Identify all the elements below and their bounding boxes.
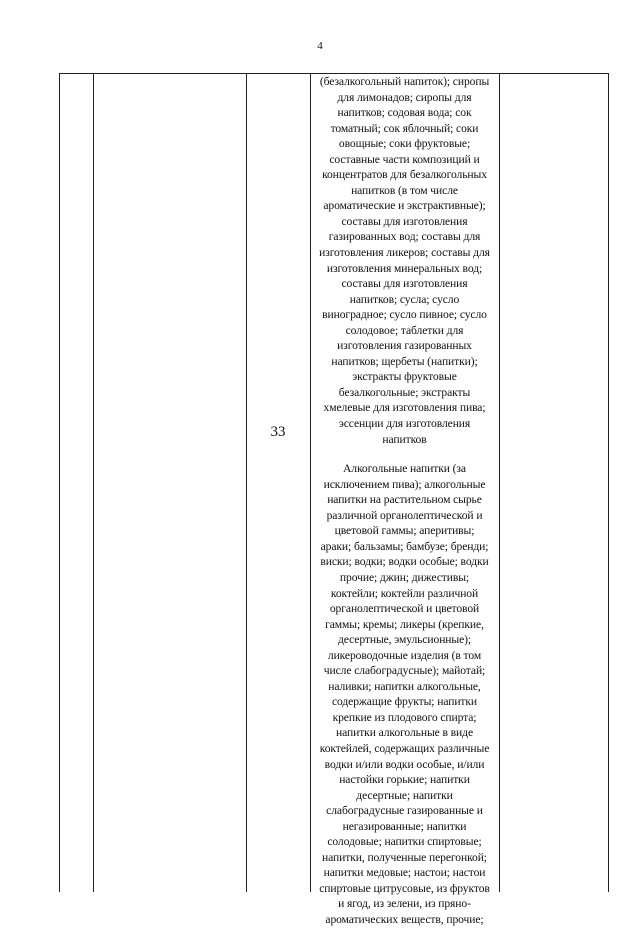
goods-text-line: прочие; джин; дижестивы;	[339, 570, 470, 584]
goods-text-line: виноградное; сусло пивное; сусло	[322, 308, 487, 322]
goods-text-line: содержащие фрукты; напитки	[331, 695, 478, 709]
goods-text-line: изготовления ликеров; составы для	[319, 246, 490, 260]
goods-text-line: концентратов для безалкогольных	[322, 168, 487, 182]
goods-text-line: коктейлей, содержащих различные	[319, 741, 490, 755]
goods-text-line: напитков; сусла; сусло	[349, 292, 460, 306]
goods-text-line: напитков	[382, 432, 427, 446]
goods-text-line: гаммы; кремы; ликеры (крепкие,	[325, 617, 484, 631]
goods-text-line: газированных вод; составы для	[328, 230, 481, 244]
goods-text-line: цветовой гаммы; аперитивы;	[334, 524, 475, 538]
goods-text-line: изготовления минеральных вод;	[326, 261, 483, 275]
goods-text-line: составы для изготовления	[341, 277, 468, 291]
goods-text-line: экстракты фруктовые	[352, 370, 457, 384]
goods-text-line: десертные; напитки	[356, 788, 453, 802]
goods-text-line: солодовые; напитки спиртовые;	[327, 835, 482, 849]
goods-list-cell	[310, 74, 499, 928]
paragraph-gap	[310, 447, 499, 461]
goods-text-line: эссенции для изготовления	[338, 417, 471, 431]
goods-text-line: виски; водки; водки особые; водки	[320, 555, 489, 569]
goods-text-line: томатный; сок яблочный; соки	[330, 121, 479, 135]
goods-text-line: для лимонадов; сиропы для	[337, 90, 472, 104]
goods-text-line: числе слабоградусные); майотай;	[323, 664, 486, 678]
goods-text-line: напитки, полученные перегонкой;	[322, 850, 487, 864]
goods-text-line: напитков; содовая вода; сок	[337, 106, 472, 120]
goods-text-line: ароматические и экстрактивные);	[323, 199, 486, 213]
class-number-cell: 33	[270, 424, 286, 440]
goods-text-line: исключением пива); алкогольные	[323, 477, 486, 491]
column-divider	[246, 74, 247, 892]
goods-text-line: ликероводочные изделия (в том	[327, 648, 482, 662]
goods-text-line: хмелевые для изготовления пива;	[323, 401, 486, 415]
goods-text-line: водки и/или водки особые, и/или	[324, 757, 485, 771]
goods-text-line: спиртовые цитрусовые, из фруктов	[319, 881, 490, 895]
goods-text-line: десертные, эмульсионные);	[337, 633, 472, 647]
goods-table	[59, 73, 609, 926]
goods-text-line: коктейли; коктейли различной	[330, 586, 479, 600]
goods-text-line: солодовое; таблетки для	[345, 323, 464, 337]
goods-text-line: составные части композиций и	[329, 152, 480, 166]
goods-text-line: слабоградусные газированные и	[326, 804, 483, 818]
column-divider	[499, 74, 500, 892]
goods-text-line: напитков (в том числе	[351, 183, 458, 197]
column-divider	[93, 74, 94, 892]
page-number: 4	[317, 40, 323, 52]
goods-text-line: и ягод, из зелени, из пряно-	[338, 897, 471, 911]
goods-text-line: различной органолептической и	[326, 508, 483, 522]
goods-text-line: ароматических веществ, прочие;	[325, 912, 484, 926]
goods-text-line: органолептической и цветовой	[329, 602, 480, 616]
goods-text-line: крепкие из плодового спирта;	[332, 710, 477, 724]
goods-text-line: араки; бальзамы; бамбузе; бренди;	[320, 539, 489, 553]
goods-text-line: настойки горькие; напитки	[339, 773, 470, 787]
goods-paragraph-alcoholic	[310, 461, 499, 927]
goods-text-line: наливки; напитки алкогольные,	[328, 679, 481, 693]
goods-text-line: напитки медовые; настои; настои	[323, 866, 486, 880]
goods-text-line: составы для изготовления	[341, 214, 468, 228]
goods-text-line: изготовления газированных	[337, 339, 472, 353]
goods-paragraph-nonalcoholic	[310, 74, 499, 447]
goods-text-line: негазированные; напитки	[342, 819, 467, 833]
goods-text-line: овощные; соки фруктовые;	[338, 137, 471, 151]
goods-text-line: (безалкогольный напиток); сиропы	[319, 75, 490, 88]
goods-text-line: напитки алкогольные в виде	[335, 726, 473, 740]
goods-text-line: безалкогольные; экстракты	[338, 385, 471, 399]
goods-text-line: напитков; щербеты (напитки);	[331, 354, 478, 368]
goods-text-line: напитки на растительном сырье	[327, 493, 482, 507]
goods-text-line: Алкогольные напитки (за	[343, 462, 466, 476]
